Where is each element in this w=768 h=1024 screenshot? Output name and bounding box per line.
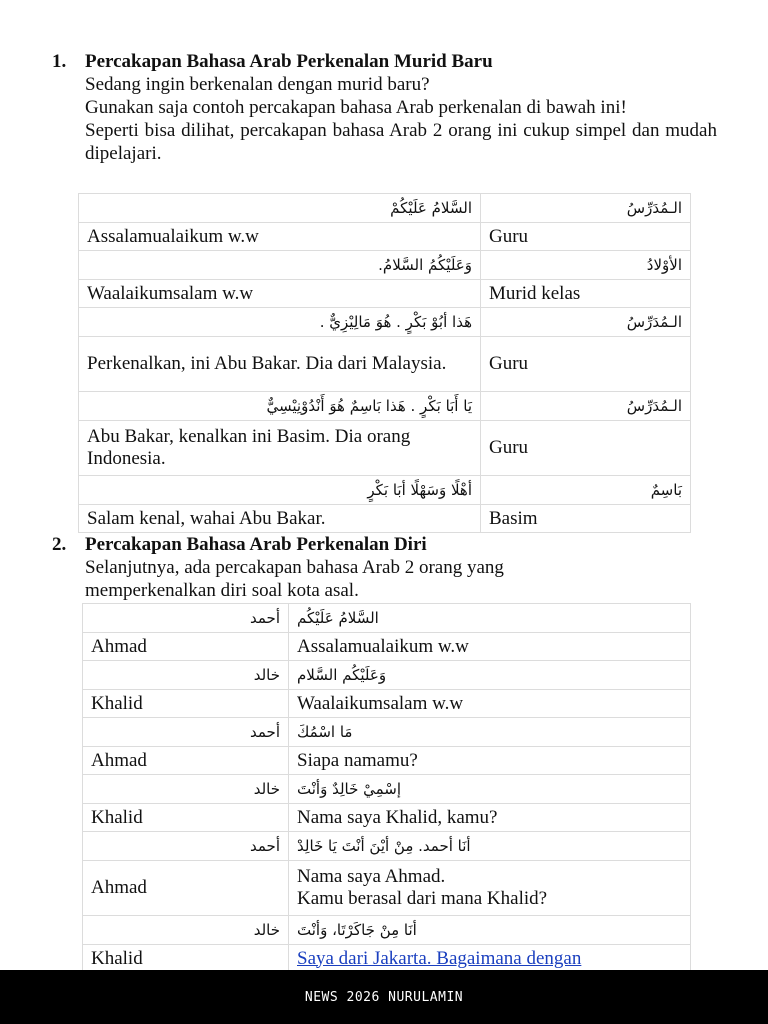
speaker-cell: أحمد [83, 718, 289, 747]
table-row [79, 505, 691, 533]
speaker-cell: Ahmad [83, 633, 289, 661]
table-row [83, 861, 691, 916]
conversation-table-2 [82, 603, 691, 973]
table-row [83, 945, 691, 973]
table-row [79, 194, 691, 223]
table-row [79, 280, 691, 308]
translation-cell: Assalamualaikum w.w [289, 633, 691, 661]
speaker-cell: أحمد [83, 832, 289, 861]
table-row [83, 661, 691, 690]
table-row [83, 718, 691, 747]
arabic-dialogue-cell: هَذا أبُوْ بَكْرٍ . هُوَ مَالِيْزِيٌّ . [79, 308, 481, 337]
speaker-cell: خالد [83, 775, 289, 804]
table-row [83, 633, 691, 661]
speaker-cell: بَاسِمٌ [481, 476, 691, 505]
translation-cell: Salam kenal, wahai Abu Bakar. [79, 505, 481, 533]
speaker-cell: الـمُدَرِّسُ [481, 194, 691, 223]
section-title: Percakapan Bahasa Arab Perkenalan Diri [85, 534, 427, 555]
speaker-cell: Guru [481, 421, 691, 476]
conversation-table-1 [78, 193, 691, 533]
translation-line: Nama saya Ahmad. [297, 866, 446, 887]
translation-cell: Abu Bakar, kenalkan ini Basim. Dia orang Indonesia. [79, 421, 481, 476]
speaker-cell: Ahmad [83, 861, 289, 916]
speaker-cell: Ahmad [83, 747, 289, 775]
speaker-cell: Basim [481, 505, 691, 533]
speaker-cell: أحمد [83, 604, 289, 633]
footer-text: NEWS 2026 NURULAMIN [304, 989, 464, 1005]
speaker-cell: الأوْلادُ [481, 251, 691, 280]
arabic-dialogue-cell: السَّلامُ عَلَيْكُمْ [79, 194, 481, 223]
translation-cell: Assalamualaikum w.w [79, 223, 481, 251]
speaker-cell: خالد [83, 661, 289, 690]
table-row [83, 832, 691, 861]
table-row [83, 804, 691, 832]
arabic-dialogue-cell: وَعَلَيْكُمُ السَّلامُ. [79, 251, 481, 280]
paragraph-line: Sedang ingin berkenalan dengan murid baru? [85, 74, 430, 95]
arabic-dialogue-cell: أهْلًا وَسَهْلًا أبَا بَكْرٍ [79, 476, 481, 505]
translation-link[interactable]: Saya dari Jakarta. Bagaimana dengan [297, 947, 582, 969]
translation-cell [289, 945, 691, 973]
section-number: 1. [52, 51, 67, 72]
paragraph-line: Seperti bisa dilihat, percakapan bahasa Arab 2 orang ini cukup simpel dan mudah dipelajari. [85, 120, 717, 164]
speaker-cell: Khalid [83, 804, 289, 832]
arabic-dialogue-cell: مَا اسْمُكَ [289, 718, 691, 747]
translation-cell [289, 861, 691, 916]
translation-line: Kamu berasal dari mana Khalid? [297, 888, 548, 909]
section-number: 2. [52, 534, 67, 555]
paragraph-line: Selanjutnya, ada percakapan bahasa Arab 2 orang yang memperkenalkan diri soal kota asal. [85, 557, 504, 601]
table-row [79, 223, 691, 251]
translation-cell: Waalaikumsalam w.w [79, 280, 481, 308]
table-row [79, 476, 691, 505]
arabic-dialogue-cell: يَا أَبَا بَكْرٍ . هَذا بَاسِمٌ هُوَ أَنْدُوْنِيْسِيٌّ [79, 392, 481, 421]
arabic-dialogue-cell: أنَا أحمد. مِنْ أيْنَ أنْتَ يَا خَالِدْ [289, 832, 691, 861]
table-row [79, 337, 691, 392]
speaker-cell: Guru [481, 337, 691, 392]
paragraph-line: Gunakan saja contoh percakapan bahasa Arab perkenalan di bawah ini! [85, 97, 627, 118]
arabic-dialogue-cell: إسْمِيْ خَالِدٌ وَأنْتَ [289, 775, 691, 804]
section-title: Percakapan Bahasa Arab Perkenalan Murid Baru [85, 51, 493, 72]
table-row [83, 747, 691, 775]
footer-banner [0, 970, 768, 1024]
speaker-cell: Khalid [83, 945, 289, 973]
translation-cell: Nama saya Khalid, kamu? [289, 804, 691, 832]
speaker-cell: Guru [481, 223, 691, 251]
table-row [79, 308, 691, 337]
speaker-cell: خالد [83, 916, 289, 945]
speaker-cell: Murid kelas [481, 280, 691, 308]
speaker-cell: الـمُدَرِّسُ [481, 308, 691, 337]
translation-cell: Perkenalkan, ini Abu Bakar. Dia dari Malaysia. [79, 337, 481, 392]
speaker-cell: Khalid [83, 690, 289, 718]
translation-cell: Siapa namamu? [289, 747, 691, 775]
arabic-dialogue-cell: وَعَلَيْكُم السَّلام [289, 661, 691, 690]
table-row [79, 251, 691, 280]
table-row [79, 421, 691, 476]
translation-cell: Waalaikumsalam w.w [289, 690, 691, 718]
table-row [83, 775, 691, 804]
table-row [79, 392, 691, 421]
arabic-dialogue-cell: السَّلامُ عَلَيْكُم [289, 604, 691, 633]
table-row [83, 690, 691, 718]
speaker-cell: الـمُدَرِّسُ [481, 392, 691, 421]
table-row [83, 916, 691, 945]
table-row [83, 604, 691, 633]
arabic-dialogue-cell: أنَا مِنْ جَاكَرْتَا، وَأنْتَ [289, 916, 691, 945]
